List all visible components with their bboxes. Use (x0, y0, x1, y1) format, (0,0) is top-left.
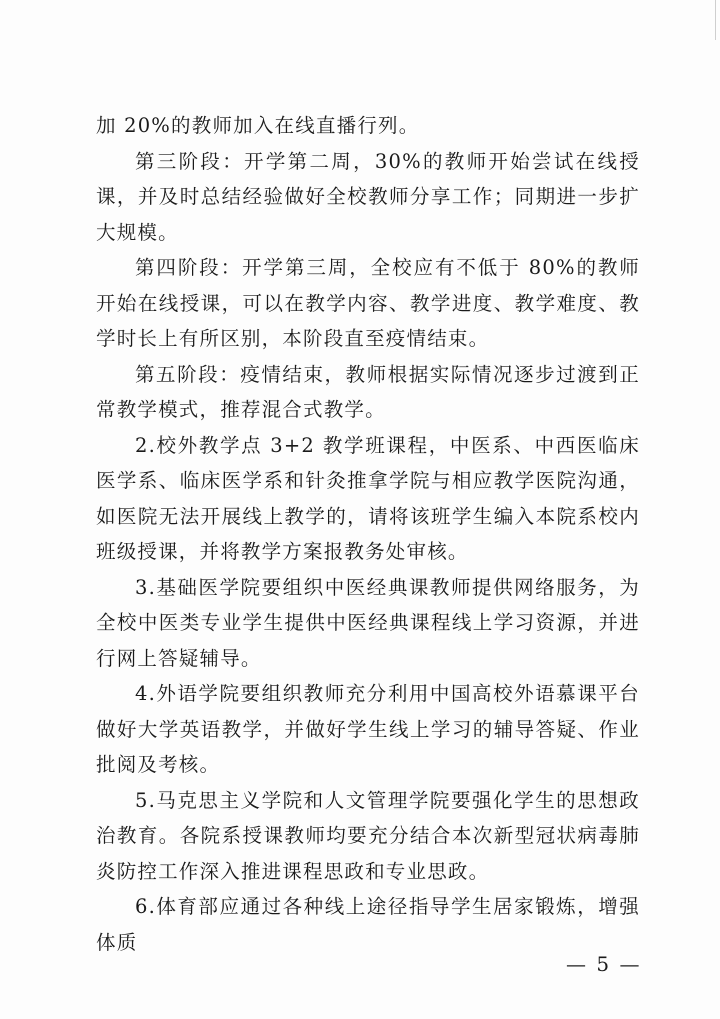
paragraph-continuation: 加 20%的教师加入在线直播行列。 (96, 114, 420, 137)
scan-edge-mark (713, 0, 716, 40)
paragraph-item-5: 5.马克思主义学院和人文管理学院要强化学生的思想政治教育。各院系授课教师均要充分结合本次新型冠状病毒肺炎防控工作深入推进课程思政和专业思政。 (96, 788, 640, 883)
paragraph-stage-five: 第五阶段：疫情结束，教师根据实际情况逐步过渡到正常教学模式，推荐混合式教学。 (96, 362, 640, 421)
paragraph-stage-three: 第三阶段：开学第二周，30%的教师开始尝试在线授课，并及时总结经验做好全校教师分享工作；同期进一步扩大规模。 (96, 149, 640, 244)
paragraph-item-6: 6.体育部应通过各种线上途径指导学生居家锻炼，增强体质 (96, 895, 640, 954)
paragraph-stage-four: 第四阶段：开学第三周，全校应有不低于 80%的教师开始在线授课，可以在教学内容、教学进度、教学难度、教学时长上有所区别，本阶段直至疫情结束。 (96, 256, 640, 350)
paragraph-item-2: 2.校外教学点 3+2 教学班课程，中医系、中西医临床医学系、临床医学系和针灸推拿学院与相应教学医院沟通，如医院无法开展线上教学的，请将该班学生编入本院系校内班级授课，并将教学方案报教务处审核。 (96, 433, 640, 563)
paragraph-item-4: 4.外语学院要组织教师充分利用中国高校外语慕课平台做好大学英语教学，并做好学生线上学习的辅导答疑、作业批阅及考核。 (96, 682, 640, 776)
page-number: — 5 — (566, 952, 642, 976)
paragraph-item-3: 3.基础医学院要组织中医经典课教师提供网络服务，为全校中医类专业学生提供中医经典课程线上学习资源，并进行网上答疑辅导。 (96, 575, 640, 670)
document-body (96, 108, 640, 960)
